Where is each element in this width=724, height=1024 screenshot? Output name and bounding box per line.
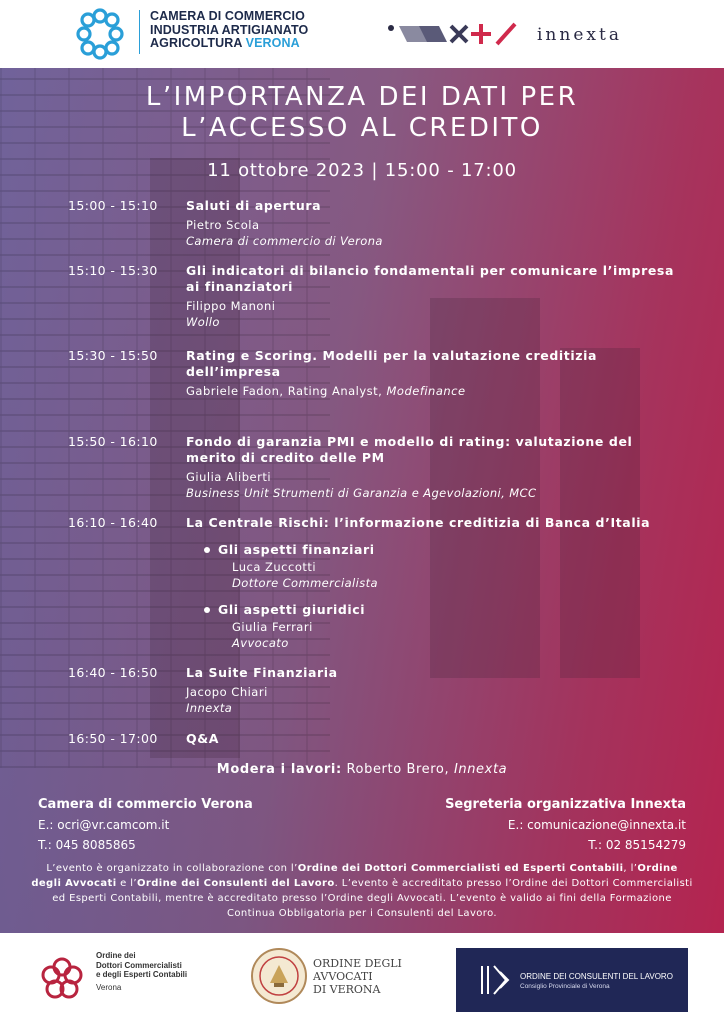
speaker-role: Modefinance [386,384,466,398]
bullet-icon [204,607,210,613]
speaker-role: Avvocato [232,636,289,650]
contact-heading: Camera di commercio Verona [38,797,253,812]
camera-commercio-logo-icon [74,8,126,60]
speaker-name: Gabriele Fadon, Rating Analyst, Modefinance [186,384,466,398]
speaker-name: Filippo Manoni [186,299,276,313]
sub-session [218,542,686,591]
schedule-time: 16:10 - 16:40 [68,515,158,530]
speaker-role: Dottore Commercialista [232,576,378,590]
schedule-title: Q&A [186,731,220,746]
speaker-role: Innexta [186,701,233,715]
contact-phone[interactable]: T.: 02 85154279 [588,838,686,852]
schedule-title: Saluti di apertura [186,198,322,213]
moderator-name: Roberto Brero, [341,762,454,777]
camera-commercio-name: CAMERA DI COMMERCIO INDUSTRIA ARTIGIANATO AGRICOLTURA VERONA [150,9,309,50]
moderator-org: Innexta [453,762,508,777]
speaker-role: Camera di commercio di Verona [186,234,383,248]
footer-logos [0,933,724,1024]
consulenti-lavoro-badge [456,948,688,1012]
schedule-time: 16:50 - 17:00 [68,731,158,746]
innexta-wordmark: innexta [537,25,622,45]
bullet-icon [204,547,210,553]
speaker-name: Jacopo Chiari [186,685,268,699]
schedule-time: 16:40 - 16:50 [68,665,158,680]
schedule-title: Gli indicatori di bilancio fondamentali per comunicare l’impresa ai finanziatori [186,263,675,294]
schedule-title: Rating e Scoring. Modelli per la valutazione creditizia dell’impresa [186,348,598,379]
contact-camera-commercio [38,795,253,855]
contact-phone[interactable]: T.: 045 8085865 [38,838,136,852]
contact-email[interactable]: E.: ocri@vr.camcom.it [38,818,170,832]
speaker-name: Pietro Scola [186,218,260,232]
page-title: L’IMPORTANZA DEI DATI PER L’ACCESSO AL CREDITO [145,82,579,143]
moderator-label: Modera i lavori: [216,762,342,777]
speaker-name: Giulia Ferrari [232,620,313,634]
speaker-role: Wollo [186,315,220,329]
consulenti-lavoro-name: ORDINE DEI CONSULENTI DEL LAVORO Consiglio Provinciale di Verona [520,972,673,990]
avvocati-seal-icon [250,947,308,1005]
speaker-name: Giulia Aliberti [186,470,272,484]
schedule-time: 15:00 - 15:10 [68,198,158,213]
schedule-title: La Centrale Rischi: l’informazione creditizia di Banca d’Italia [186,515,651,530]
contact-heading: Segreteria organizzativa Innexta [445,797,686,812]
sub-session-title: Gli aspetti giuridici [218,602,366,617]
consulenti-lavoro-logo-icon [478,962,512,998]
disclaimer-text: L’evento è organizzato in collaborazione con l’Ordine dei Dottori Commercialisti ed Esperti Contabili, l’Ordine degli Avvocati e l’Ordine dei Consulenti del Lavoro. L’evento è accreditato presso l’Ordine dei Dottori Commercialisti ed Esperti Contabili, mentre è accreditato presso l’Ordine degli Avvocati. L’evento è valido ai fini della Formazione Continua Obbligatoria per i Consulenti del Lavoro. [31,863,693,919]
speaker-name: Luca Zuccotti [232,560,317,574]
header-divider [139,10,140,54]
contact-email[interactable]: E.: comunicazione@innexta.it [507,818,686,832]
schedule-time: 15:50 - 16:10 [68,434,158,449]
moderator-line [0,762,724,777]
schedule-title: La Suite Finanziaria [186,665,338,680]
schedule-time: 15:10 - 15:30 [68,263,158,278]
schedule-title: Fondo di garanzia PMI e modello di rating: valutazione del merito di credito delle PM [186,434,633,465]
event-date: 11 ottobre 2023 | 15:00 - 17:00 [207,160,517,181]
contact-innexta [445,795,686,855]
sub-session [218,602,686,651]
innexta-mark-icon [385,18,525,48]
sub-session-title: Gli aspetti finanziari [218,542,375,557]
commercialisti-logo-icon [36,953,88,1005]
schedule-time: 15:30 - 15:50 [68,348,158,363]
header [0,0,724,68]
commercialisti-name: Ordine dei Dottori Commercialisti e degli Esperti Contabili Verona [96,951,188,992]
avvocati-name: ORDINE DEGLI AVVOCATI DI VERONA [313,957,402,996]
speaker-role: Business Unit Strumenti di Garanzia e Agevolazioni, MCC [186,486,537,500]
